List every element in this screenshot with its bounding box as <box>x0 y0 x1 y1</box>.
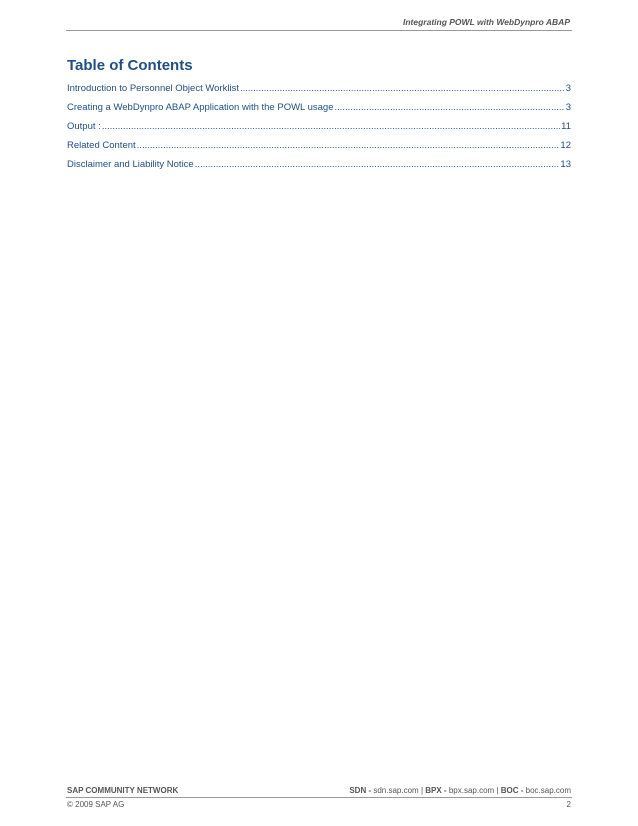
toc-entry-output[interactable] <box>67 121 571 140</box>
footer-boc-label: BOC - <box>500 786 524 795</box>
toc-entry-label: Disclaimer and Liability Notice <box>67 159 194 170</box>
toc-dot-leader <box>137 140 560 151</box>
toc-entry-label: Output : <box>67 121 101 132</box>
toc-entry-related-content[interactable] <box>67 140 571 159</box>
toc-entry-label: Creating a WebDynpro ABAP Application with the POWL usage <box>67 102 334 113</box>
toc-entry-label: Related Content <box>67 140 136 151</box>
footer-links <box>349 786 571 795</box>
table-of-contents <box>67 83 571 178</box>
footer-page-number: 2 <box>566 800 571 809</box>
toc-heading: Table of Contents <box>67 57 193 74</box>
toc-entry-page: 3 <box>565 102 571 113</box>
toc-entry-creating-application[interactable] <box>67 102 571 121</box>
footer-sdn-link[interactable]: sdn.sap.com <box>373 786 419 795</box>
toc-entry-label: Introduction to Personnel Object Worklist <box>67 83 239 94</box>
toc-dot-leader <box>335 102 565 113</box>
footer-sdn-label: SDN - <box>349 786 372 795</box>
toc-dot-leader <box>195 159 560 170</box>
footer-separator: | <box>420 786 424 795</box>
toc-entry-page: 12 <box>560 140 571 151</box>
footer-separator: | <box>496 786 499 795</box>
footer-network-name: SAP COMMUNITY NETWORK <box>67 786 179 795</box>
page-header-title: Integrating POWL with WebDynpro ABAP <box>402 17 570 27</box>
toc-entry-page: 13 <box>560 159 571 170</box>
toc-dot-leader <box>240 83 565 94</box>
footer-bpx-link[interactable]: bpx.sap.com <box>448 786 495 795</box>
toc-dot-leader <box>102 121 560 132</box>
footer-copyright: © 2009 SAP AG <box>67 800 125 809</box>
toc-entry-introduction[interactable] <box>67 83 571 102</box>
footer-bpx-label: BPX - <box>425 786 447 795</box>
toc-entry-disclaimer[interactable] <box>67 159 571 178</box>
header-rule <box>66 30 572 31</box>
toc-entry-page: 11 <box>561 121 571 132</box>
toc-entry-page: 3 <box>565 83 571 94</box>
footer-boc-link[interactable]: boc.sap.com <box>525 786 571 795</box>
footer-rule <box>66 797 572 798</box>
